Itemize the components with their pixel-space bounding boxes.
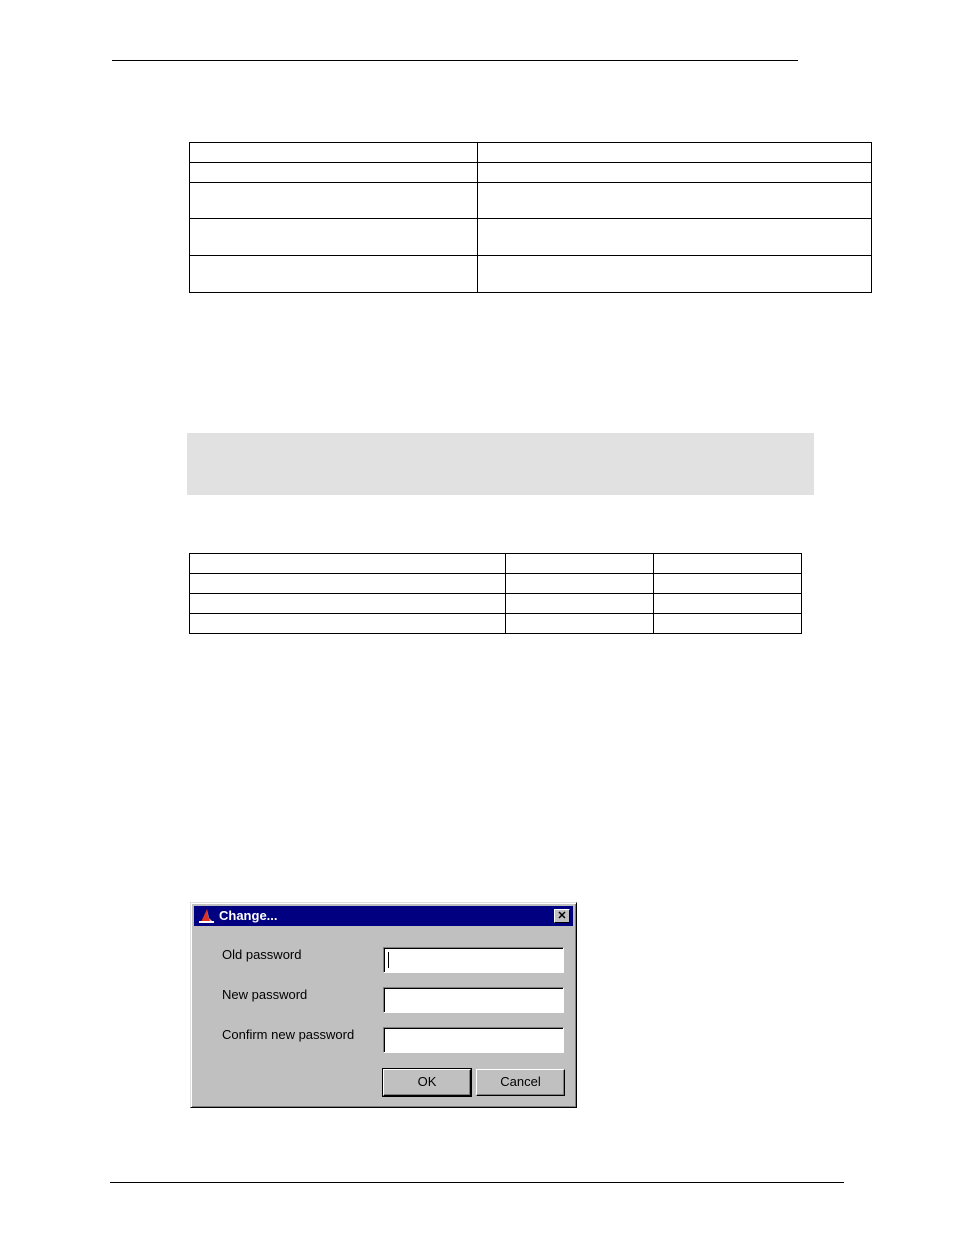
table-row (190, 574, 802, 594)
new-password-input[interactable] (383, 987, 564, 1013)
old-password-input[interactable] (383, 947, 564, 973)
table-row (190, 614, 802, 634)
table-row (190, 143, 872, 163)
header-rule (112, 60, 798, 61)
ok-button[interactable]: OK (383, 1069, 471, 1096)
dialog-titlebar[interactable] (194, 906, 573, 926)
table-row (190, 219, 872, 256)
cancel-button[interactable]: Cancel (476, 1069, 565, 1096)
dialog-title: Change... (219, 908, 278, 923)
info-table (189, 142, 872, 293)
old-password-label: Old password (222, 947, 302, 962)
table-row (190, 183, 872, 219)
table-row (190, 256, 872, 293)
note-box (187, 433, 814, 495)
new-password-label: New password (222, 987, 308, 1002)
text-caret (388, 952, 389, 968)
app-logo-icon (198, 908, 216, 924)
summary-table (189, 553, 802, 634)
confirm-password-input[interactable] (383, 1027, 564, 1053)
close-icon: ✕ (557, 910, 567, 922)
footer-rule (110, 1182, 844, 1183)
close-button[interactable] (554, 909, 570, 923)
change-password-dialog (190, 902, 577, 1108)
table-row (190, 163, 872, 183)
confirm-password-label: Confirm new password (222, 1027, 355, 1042)
table-row (190, 594, 802, 614)
table-row (190, 554, 802, 574)
